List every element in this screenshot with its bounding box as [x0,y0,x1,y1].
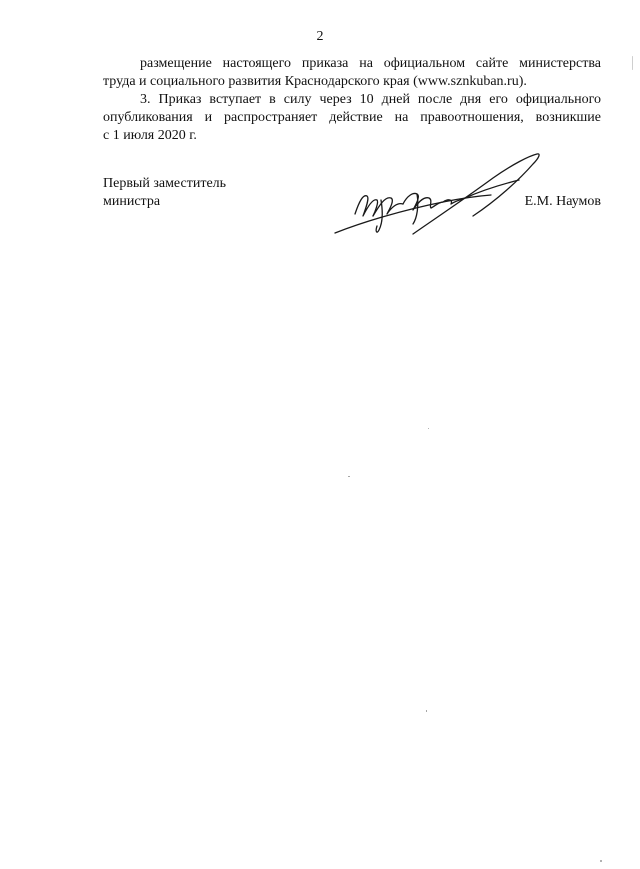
paragraph-effective-date [103,91,601,145]
scan-speck [600,860,602,862]
signatory-name: Е.М. Наумов [524,194,601,209]
text-line: с 1 июля 2020 г. [103,128,197,143]
page-number: 2 [316,29,324,44]
signatory-position-line: Первый заместитель [103,176,227,191]
text-line: труда и социального развития Краснодарского края (www.sznkuban.ru). [103,74,527,89]
handwritten-signature [333,150,553,240]
text-line: размещение настоящего приказа на официальном сайте министерства [140,56,601,71]
signatory-position-line: министра [103,194,161,209]
paragraph-publication [103,55,601,91]
scan-speck [428,428,429,429]
scan-speck [348,476,350,477]
text-line: 3. Приказ вступает в силу через 10 дней после дня его официального [140,92,601,107]
text-line: опубликования и распространяет действие на правоотношения, возникшие [103,110,601,125]
signatory-position [103,175,226,211]
scan-speck [426,710,427,712]
scan-speck [632,56,633,70]
document-body [103,55,601,145]
